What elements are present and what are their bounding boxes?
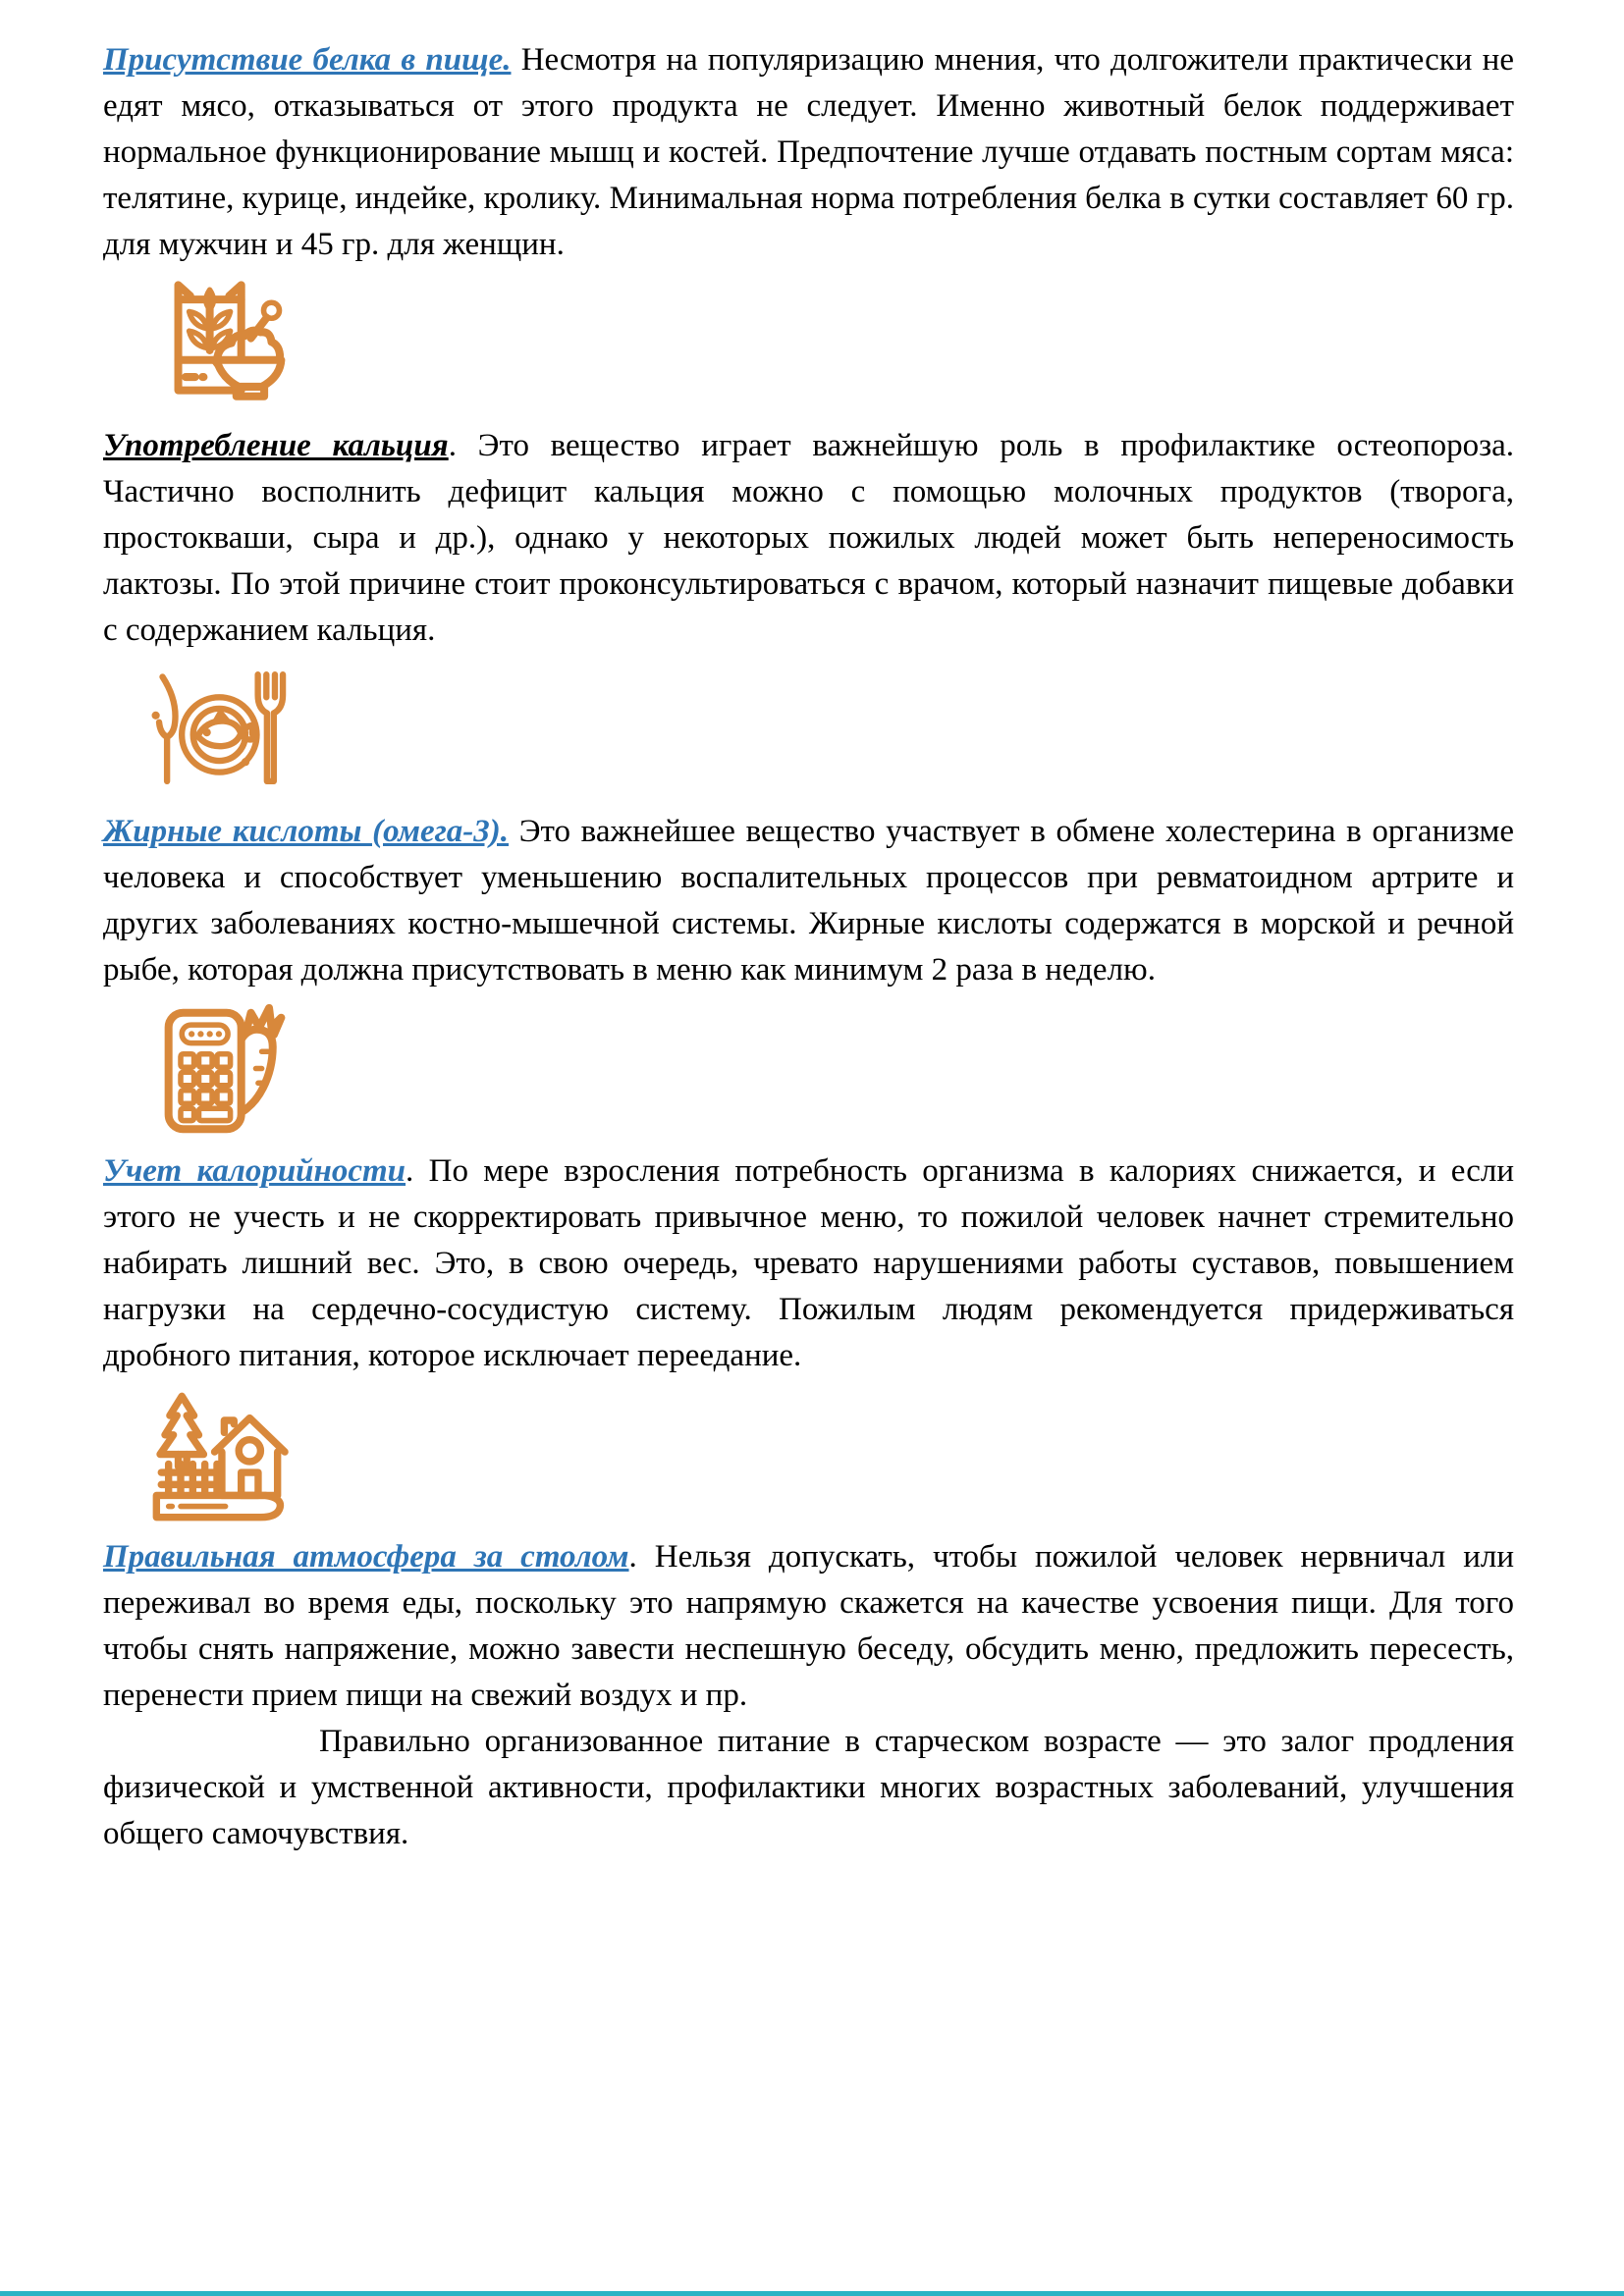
section-omega3-body: Это важнейшее вещество участвует в обмене холестерина в организме человека и способствует уменьшению воспалительных процессов при ревматоидном артрите и других заболеваниях костно-мышечной системы. Жирные кислоты содержатся в морской и речной рыбе, которая должна присутствовать в меню как минимум 2 раза в неделю.: [103, 814, 1515, 988]
heading-separator: .: [628, 1539, 655, 1575]
cereal-box-and-porridge-bowl-icon: [144, 273, 290, 418]
section-calcium-paragraph: [103, 423, 1514, 654]
house-and-fir-tree-icon: [144, 1384, 290, 1529]
calculator-and-carrot-icon: [144, 998, 290, 1144]
section-calories-body: По мере взросления потребность организма в калориях снижается, и если этого не учесть и не скорректировать привычное меню, то пожилой человек начнет стремительно набирать лишний вес. Это, в свою очередь, чревато нарушениями работы суставов, повышением нагрузки на сердечно-сосудистую систему. Пожилым людям рекомендуется придерживаться дробного питания, которое исключает переедание.: [103, 1153, 1514, 1373]
section-calcium-body: Это вещество играет важнейшую роль в профилактике остеопороза. Частично восполнить дефицит кальция можно с помощью молочных продуктов (творога, простокваши, сыра и др.), однако у некоторых пожилых людей может быть непереносимость лактозы. По этой причине стоит проконсультироваться с врачом, который назначит пищевые добавки с содержанием кальция.: [103, 428, 1515, 648]
section-omega3-heading: Жирные кислоты (омега-3).: [103, 814, 510, 849]
fish-on-plate-with-cutlery-icon: [144, 659, 290, 804]
calculator-and-carrot-icon: [144, 998, 290, 1144]
section-atmosphere-body: Нельзя допускать, чтобы пожилой человек нервничал или переживал во время еды, поскольку это напрямую скажется на качестве усвоения пищи. Для того чтобы снять напряжение, можно завести неспешную беседу, обсудить меню, предложить пересесть, перенести прием пищи на свежий воздух и пр.: [103, 1539, 1515, 1713]
house-and-fir-tree-icon: [144, 1384, 290, 1529]
section-calories-paragraph: [103, 1148, 1514, 1379]
cereal-box-and-porridge-bowl-icon: [144, 273, 290, 418]
section-calories-heading: Учет калорийности: [103, 1153, 406, 1189]
section-protein-paragraph: [103, 37, 1514, 268]
section-calcium-heading: Употребление кальция: [103, 428, 449, 463]
section-atmosphere-heading: Правильная атмосфера за столом: [103, 1539, 629, 1575]
heading-separator: .: [406, 1153, 429, 1189]
page-bottom-accent-line: [0, 2291, 1624, 2296]
section-protein-body: Несмотря на популяризацию мнения, что долгожители практически не едят мясо, отказываться от этого продукта не следует. Именно животный белок поддерживает нормальное функционирование мышц и костей. Предпочтение лучше отдавать постным сортам мяса: телятине, курице, индейке, кролику. Минимальная норма потребления белка в сутки составляет 60 гр. для мужчин и 45 гр. для женщин.: [103, 42, 1514, 262]
closing-paragraph: Правильно организованное питание в старческом возрасте — это залог продления физической и умственной активности, профилактики многих возрастных заболеваний, улучшения общего самочувствия.: [103, 1724, 1514, 1851]
section-atmosphere-paragraph: [103, 1534, 1514, 1719]
section-protein-heading: Присутствие белка в пище.: [103, 42, 512, 78]
section-omega3-paragraph: [103, 809, 1514, 993]
heading-separator: [511, 42, 520, 78]
heading-separator: .: [448, 428, 478, 463]
heading-separator: [509, 814, 519, 849]
fish-on-plate-with-cutlery-icon: [144, 659, 290, 804]
